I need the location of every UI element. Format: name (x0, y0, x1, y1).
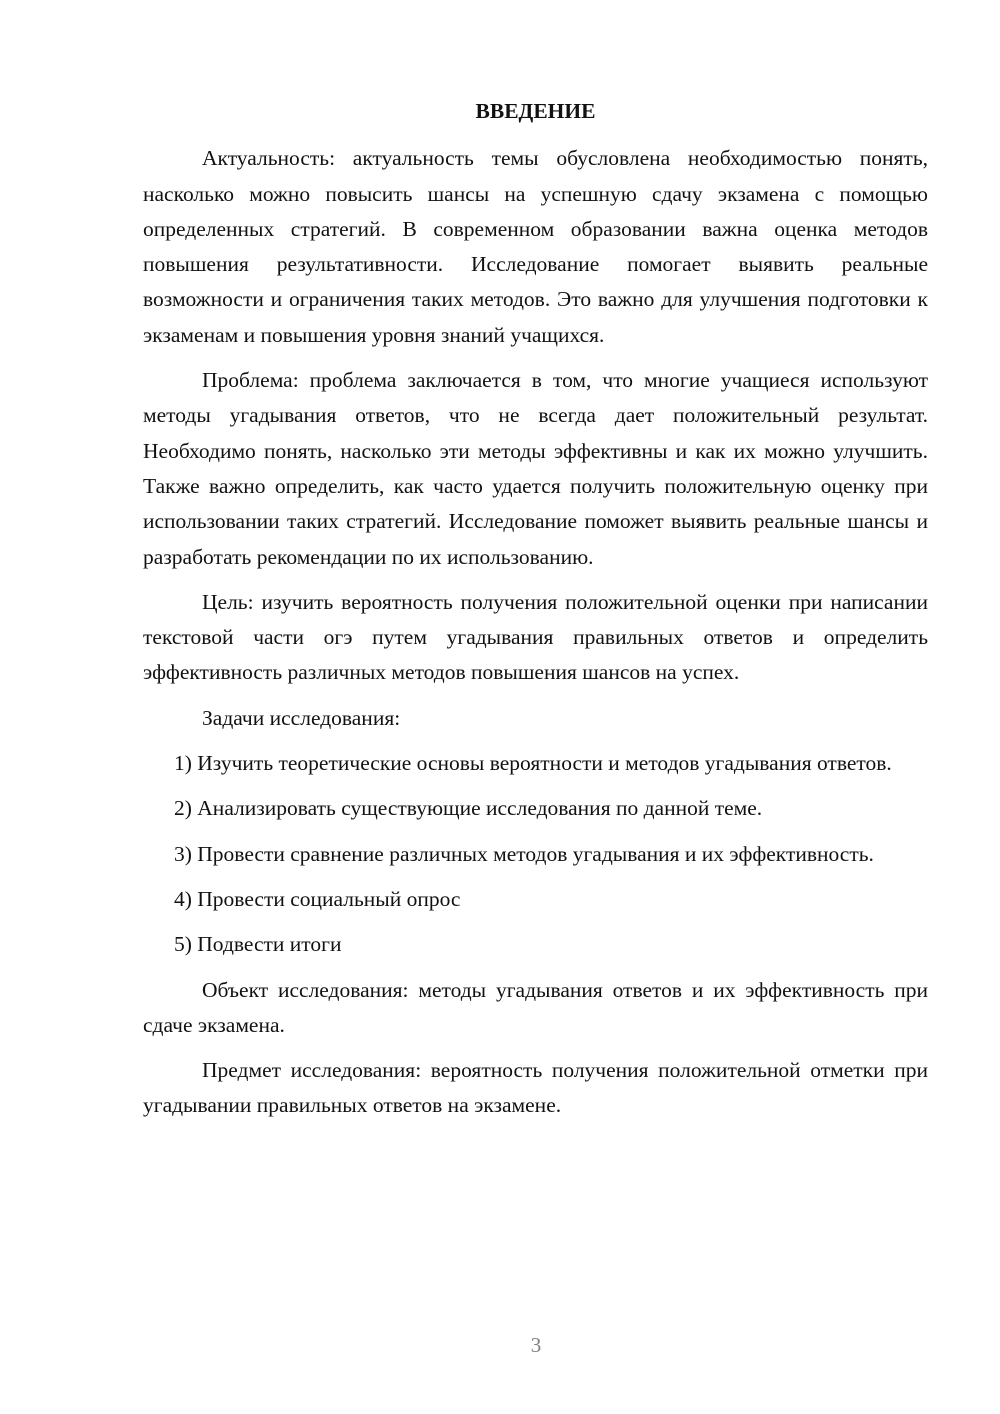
subject-paragraph: Предмет исследования: вероятность получения положительной отметки при угадывании правильных ответов на экзамене. (143, 1058, 928, 1118)
relevance-paragraph: Актуальность: актуальность темы обусловлена необходимостью понять, насколько можно повысить шансы на успешную сдачу экзамена с помощью определенных стратегий. В современном образовании важна оценка методов повышения результативности. Исследование помогает выявить реальные возможности и ограничения таких методов. Это важно для улучшения подготовки к экзаменам и повышения уровня знаний учащихся. (143, 146, 928, 347)
task-item-5: 5) Подвести итоги (174, 932, 342, 957)
page-content (143, 94, 928, 1134)
page-number: 3 (530, 1333, 542, 1357)
task-item-3: 3) Провести сравнение различных методов угадывания и их эффективность. (174, 841, 874, 866)
task-item-4: 4) Провести социальный опрос (174, 886, 461, 911)
goal-paragraph: Цель: изучить вероятность получения положительной оценки при написании текстовой части огэ путем угадывания правильных ответов и определить эффективность различных методов повышения шансов на успех. (143, 589, 928, 685)
object-paragraph: Объект исследования: методы угадывания ответов и их эффективность при сдаче экзамена. (143, 977, 928, 1037)
task-item-2: 2) Анализировать существующие исследования по данной теме. (174, 796, 763, 821)
section-title: ВВЕДЕНИЕ (475, 99, 596, 123)
problem-paragraph: Проблема: проблема заключается в том, что многие учащиеся используют методы угадывания ответов, что не всегда дает положительный результат. Необходимо понять, насколько эти методы эффективны и как их можно улучшить. Также важно определить, как часто удается получить положительную оценку при использовании таких стратегий. Исследование поможет выявить реальные шансы и разработать рекомендации по их использованию. (143, 368, 928, 569)
task-item-1: 1) Изучить теоретические основы вероятности и методов угадывания ответов. (174, 751, 892, 776)
tasks-heading: Задачи исследования: (202, 705, 401, 730)
